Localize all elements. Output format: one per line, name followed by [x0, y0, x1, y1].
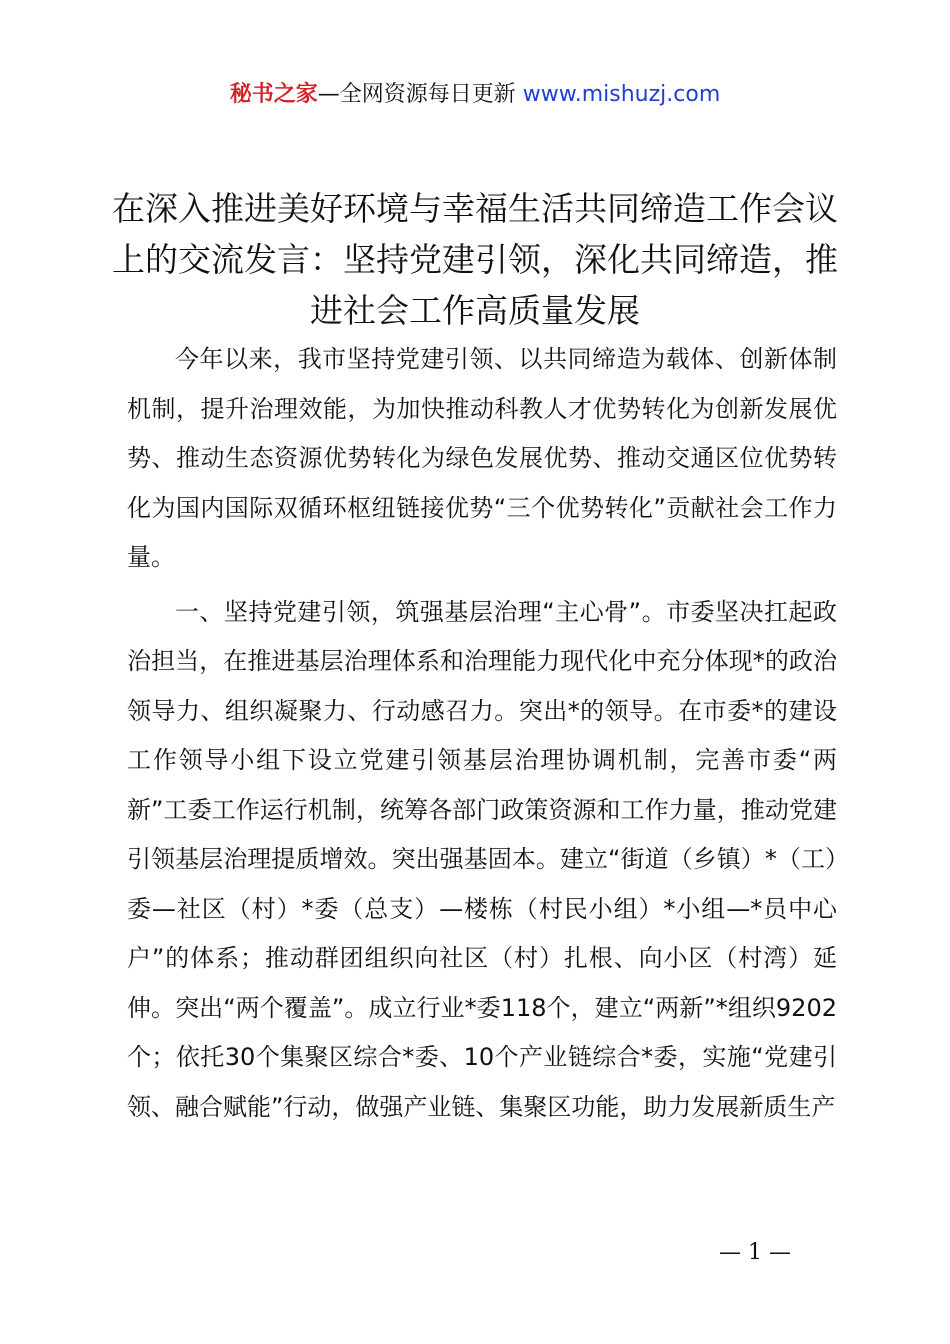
header-tagline: —全网资源每日更新	[317, 82, 523, 107]
page-header	[0, 80, 950, 110]
document-body	[127, 335, 837, 1132]
site-url-link[interactable]: www.mishuzj.com	[522, 82, 721, 107]
brand-name: 秘书之家	[229, 82, 318, 107]
page-number: — 1 —	[719, 1240, 791, 1265]
intro-paragraph: 今年以来，我市坚持党建引领、以共同缔造为载体、创新体制机制，提升治理效能，为加快推动科教人才优势转化为创新发展优势、推动生态资源优势转化为绿色发展优势、推动交通区位优势转化为国内国际双循环枢纽链接优势“三个优势转化”贡献社会工作力量。	[127, 345, 837, 571]
document-title: 在深入推进美好环境与幸福生活共同缔造工作会议上的交流发言：坚持党建引领，深化共同缔造，推进社会工作高质量发展	[112, 189, 838, 330]
section-one-paragraph: 一、坚持党建引领，筑强基层治理“主心骨”。市委坚决扛起政治担当，在推进基层治理体系和治理能力现代化中充分体现*的政治领导力、组织凝聚力、行动感召力。突出*的领导。在市委*的建设工作领导小组下设立党建引领基层治理协调机制，完善市委“两新”工委工作运行机制，统筹各部门政策资源和工作力量，推动党建引领基层治理提质增效。突出强基固本。建立“街道（乡镇）*（工）委—社区（村）*委（总支）—楼栋（村民小组）*小组—*员中心户”的体系；推动群团组织向社区（村）扎根、向小区（村湾）延伸。突出“两个覆盖”。成立行业*委118个，建立“两新”*组织9202个；依托30个集聚区综合*委、10个产业链综合*委，实施“党建引领、融合赋能”行动，做强产业链、集聚区功能，助力发展新质生产	[127, 597, 837, 1121]
